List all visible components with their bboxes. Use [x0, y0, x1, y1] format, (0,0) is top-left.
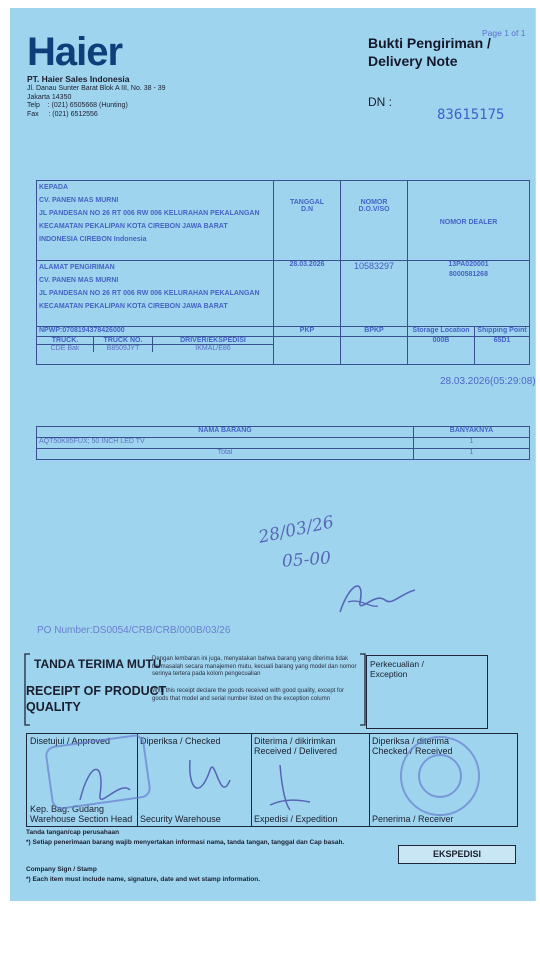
pkp-label: PKP — [274, 327, 341, 337]
kepada-line: KECAMATAN PEKALIPAN KOTA CIREBON JAWA BARAT — [39, 223, 228, 230]
sig-bottom: Expedisi / Expedition — [254, 814, 338, 824]
print-datetime: 28.03.2026(05:29:08) — [440, 376, 536, 387]
truck-no-label: TRUCK NO. — [94, 337, 153, 345]
alamat-line: JL PANDESAN NO 26 RT 006 RW 006 KELURAHAN PEKALANGAN — [39, 290, 260, 297]
nomor-dealer-label: NOMOR DEALER — [439, 219, 498, 226]
dealer-value-1: 13PA020001 — [448, 261, 489, 268]
tanggal-header — [274, 181, 341, 261]
receipt-text: With this receipt declare the goods received with good quality, except for goods that model and serial number listed on the exception column — [152, 688, 344, 702]
npwp: NPWP:0708194378426000 — [37, 327, 274, 337]
items-table — [36, 426, 530, 460]
truck-label: TRUCK. — [37, 337, 94, 345]
document-title — [368, 34, 491, 70]
company-address: Jl. Danau Sunter Barat Blok A III, No. 38 - 39 Jakarta 14350 Telp : (021) 6505668 (Hunting) Fax : (021) 6512556 — [27, 85, 166, 118]
nomor-label: NOMOR — [360, 199, 388, 206]
tanggal-label: TANGGAL — [289, 199, 325, 206]
item-qty: 1 — [414, 438, 530, 449]
page-number: Page 1 of 1 — [482, 28, 526, 38]
kepada-line: JL PANDESAN NO 26 RT 006 RW 006 KELURAHAN PEKALANGAN — [39, 210, 260, 217]
shipping-table — [36, 180, 530, 365]
dealer-value-2: 8000581268 — [449, 271, 488, 278]
alamat-cell — [37, 261, 274, 327]
shipping-point-value: 65D1 — [475, 337, 530, 365]
shipping-point-label: Shipping Point — [475, 327, 530, 337]
receipt-of-product-quality — [26, 683, 166, 715]
tanggal-value: 28.03.2026 — [274, 261, 341, 327]
total-qty: 1 — [414, 449, 530, 460]
receipt-line-1: RECEIPT OF PRODUCT — [26, 684, 167, 698]
truck-cell — [37, 337, 274, 365]
col-nama-barang: NAMA BARANG — [37, 427, 414, 438]
title-line-2: Delivery Note — [368, 53, 458, 69]
col-banyaknya: BANYAKNYA — [414, 427, 530, 438]
copy-label-ekspedisi: EKSPEDISI — [398, 845, 516, 864]
sig-top: Diperiksa / diterima Checked / Received — [372, 736, 453, 756]
dealer-values — [408, 261, 530, 327]
company-sign-label: Company Sign / Stamp — [26, 866, 97, 873]
alamat-line: KECAMATAN PEKALIPAN KOTA CIREBON JAWA BARAT — [39, 303, 228, 310]
driver-value: IKMAL/E86 — [153, 345, 274, 353]
kepada-label: KEPADA — [39, 184, 69, 191]
alamat-line: CV. PANEN MAS MURNI — [39, 277, 119, 284]
title-line-1: Bukti Pengiriman / — [368, 35, 491, 51]
alamat-label: ALAMAT PENGIRIMAN — [39, 264, 115, 271]
nomor-header — [341, 181, 408, 261]
sig-bottom: Security Warehouse — [140, 814, 221, 824]
dn-label: DN : — [368, 95, 392, 109]
dn-number: 83615175 — [437, 107, 505, 123]
stamp-inner-ring — [418, 754, 462, 798]
sig-top: Diperiksa / Checked — [140, 736, 221, 746]
storage-location-value: 000B — [408, 337, 475, 365]
handwritten-time: 05-00 — [281, 548, 332, 572]
nomor-dealer-header — [408, 181, 530, 261]
item-name: AQT50K85FUX; 50 INCH LED TV — [37, 438, 414, 449]
receipt-line-2: QUALITY — [26, 700, 81, 714]
handwritten-signature — [330, 572, 420, 622]
total-label: Total — [37, 449, 414, 460]
nomor-value: 10583297 — [341, 261, 408, 327]
truck-table — [37, 337, 273, 352]
tanggal-sub: D.N — [300, 206, 314, 213]
company-name: PT. Haier Sales Indonesia — [27, 74, 130, 84]
sig-bottom: Penerima / Receiver — [372, 814, 454, 824]
truck-value: CDE Bak — [37, 345, 94, 353]
bpkp-label: BPKP — [341, 327, 408, 337]
sign-note: *) Setiap penerimaan barang wajib menyertakan informasi nama, tanda tangan, tanggal dan Cap basah. — [26, 839, 345, 846]
sig-top: Diterima / dikirimkan Received / Delivered — [254, 736, 338, 756]
sig-bottom: Kep. Bag. Gudang Warehouse Section Head — [30, 804, 133, 824]
kepada-cell — [37, 181, 274, 261]
handwritten-date: 28/03/26 — [256, 512, 336, 548]
truck-no-value: B8509JYT — [94, 345, 153, 353]
kepada-line: CV. PANEN MAS MURNI — [39, 197, 119, 204]
po-number: PO Number:DS0054/CRB/CRB/000B/03/26 — [37, 625, 231, 636]
sig-top: Disetujui / Approved — [30, 736, 111, 746]
tanda-terima-text: Dengan lembaran ini juga, menyatakan bahwa barang yang diterima tidak bermasalah secara manajemen mutu, kecuali barang yang model dan nomor serinya tertera pada kolom pengecualian — [152, 656, 357, 677]
haier-logo: Haier — [27, 30, 123, 74]
pkp-value — [274, 337, 341, 365]
storage-location-label: Storage Location — [408, 327, 475, 337]
sign-label: Tanda tangan/cap perusahaan — [26, 829, 120, 836]
bpkp-value — [341, 337, 408, 365]
exception-box — [366, 655, 488, 729]
driver-label: DRIVER/EKSPEDISI — [153, 337, 274, 345]
tanda-terima-mutu: TANDA TERIMA MUTU — [34, 657, 162, 671]
signature-scribbles — [60, 750, 320, 820]
exception-label: Perkecualian / Exception — [370, 659, 424, 679]
kepada-line: INDONESIA CIREBON Indonesia — [39, 236, 147, 243]
table-row — [37, 438, 530, 449]
company-sign-note: *) Each item must include name, signature, date and wet stamp information. — [26, 876, 261, 883]
nomor-sub: D.O.V/SO — [358, 206, 390, 213]
